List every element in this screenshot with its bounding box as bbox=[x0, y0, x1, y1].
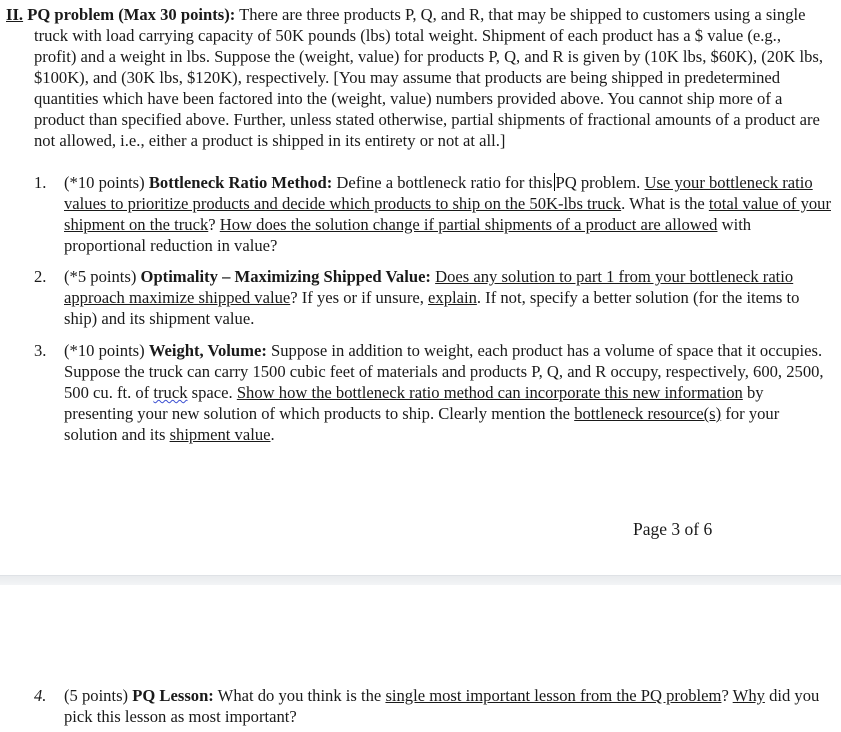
section-title: PQ problem (Max 30 points): bbox=[27, 5, 236, 24]
question-title: Bottleneck Ratio Method: bbox=[148, 173, 333, 192]
question-points: (*10 points) bbox=[64, 341, 145, 360]
question-points: (5 points) bbox=[64, 686, 129, 705]
intro-text: There are three products P, Q, and R, that may be shipped to customers using a single truck with load carrying capacity of 50K pounds (lbs) total weight. Shipment of each product has a $ value (e.g., profit) and a weight in lbs. Suppose the (weight, value) for products P, Q, and R is given by (10K lbs, $60K), (20K lbs, $100K), and (30K lbs, $120K), respectively. [You may assume that products are being shipped in predetermined quantities which have been factored into the (weight, value) numbers provided above. You cannot ship more of a product than specified above. Further, unless stated otherwise, partial shipments of fractional amounts of a product are not allowed, i.e., either a product is shipped in its entirety or not at all.] bbox=[34, 5, 824, 150]
question-points: (*5 points) bbox=[64, 267, 137, 286]
page-break-gap bbox=[0, 575, 841, 585]
question-number: 3. bbox=[34, 341, 47, 360]
question-title: Weight, Volume: bbox=[148, 341, 267, 360]
question-number: 4. bbox=[34, 686, 47, 705]
section-number: II. bbox=[6, 5, 24, 24]
page-number: Page 3 of 6 bbox=[633, 519, 713, 539]
question-points: (*10 points) bbox=[64, 173, 145, 192]
question-4: 4. (5 points) PQ Lesson: What do you think is the single most important lesson from the PQ problem? Why did you pick this lesson as most important? bbox=[34, 686, 820, 726]
question-title: PQ Lesson: bbox=[132, 686, 214, 705]
question-3: 3. (*10 points) Weight, Volume: Suppose in addition to weight, each product has a volume of space that it occupies. Suppose the truck can carry 1500 cubic feet of materials and products P, Q, and R occupy, respectively, 600, 2500, 500 cu. ft. of truck space. Show how the bottleneck ratio method can incorporate this new information by presenting your new solution of which products to ship. Clearly mention the bottleneck resource(s) for your solution and its shipment value. bbox=[34, 341, 824, 444]
question-title: Optimality – Maximizing Shipped Value: bbox=[140, 267, 431, 286]
spellcheck-word[interactable]: truck bbox=[153, 383, 188, 402]
question-number: 1. bbox=[34, 173, 47, 192]
question-1: 1. (*10 points) Bottleneck Ratio Method: Define a bottleneck ratio for this PQ problem. Use your bottleneck ratio values to prioritize products and decide which products to ship on the 50K-lbs truck. What is the total value of your shipment on the truck? How does the solution change if partial shipments of a product are allowed with proportional reduction in value? bbox=[34, 173, 831, 255]
question-2: 2. (*5 points) Optimality – Maximizing Shipped Value: Does any solution to part 1 from your bottleneck ratio approach maximize shipped value? If yes or if unsure, explain. If not, specify a better solution (for the items to ship) and its shipment value. bbox=[34, 267, 800, 328]
section-intro bbox=[6, 4, 824, 151]
question-number: 2. bbox=[34, 267, 47, 286]
text-cursor bbox=[554, 173, 555, 191]
